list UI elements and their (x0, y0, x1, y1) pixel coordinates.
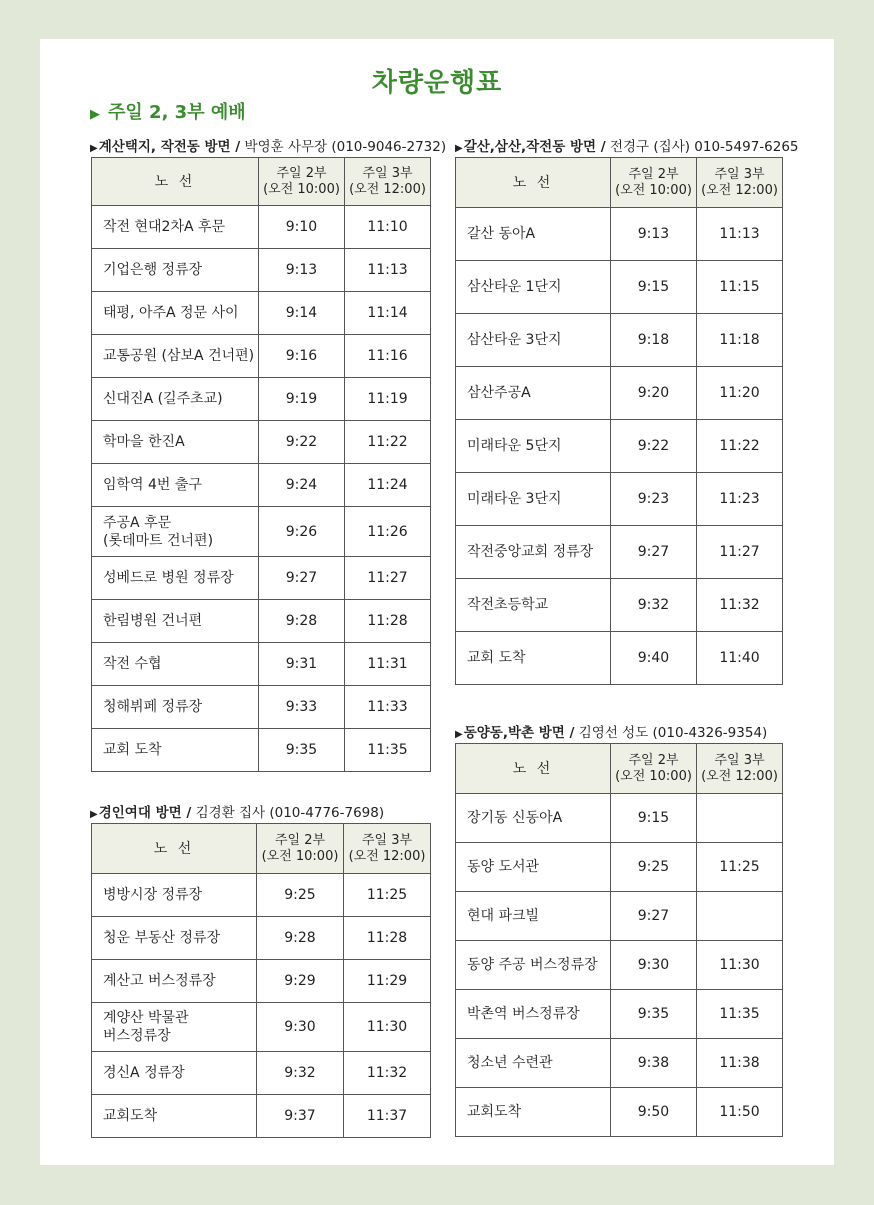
service-3-time: 11:32 (697, 579, 783, 632)
route-cell (92, 1052, 257, 1095)
service-2-time: 9:22 (259, 421, 345, 464)
section-header-galsan (455, 135, 799, 155)
table-row (456, 1088, 783, 1137)
service-3-time: 11:13 (345, 249, 431, 292)
route-name-line2: (롯데마트 건너편) (103, 532, 214, 549)
route-cell (92, 206, 259, 249)
service-3-time: 11:50 (697, 1088, 783, 1137)
service-2-time: 9:27 (259, 557, 345, 600)
service-3-time: 11:22 (697, 420, 783, 473)
schedule-table-gyeongin (91, 823, 431, 1138)
route-name: 성베드로 병원 정류장 (103, 570, 234, 586)
route-cell (92, 464, 259, 507)
route-name: 청해뷔페 정류장 (103, 699, 203, 715)
route-cell (456, 1039, 611, 1088)
section-header-gyesan (90, 135, 446, 155)
table-row (92, 729, 431, 772)
table-row (456, 208, 783, 261)
table-row (92, 686, 431, 729)
service-subtitle (90, 98, 246, 124)
route-name: 교통공원 (삼보A 건너편) (103, 348, 255, 364)
service-3-header (697, 158, 783, 208)
route-name: 교회도착 (467, 1104, 522, 1120)
service-3-time (697, 794, 783, 843)
route-name: 장기동 신동아A (467, 810, 563, 826)
service-2-time: 9:13 (259, 249, 345, 292)
table-row (92, 464, 431, 507)
route-cell (92, 557, 259, 600)
service-2-time: 9:32 (611, 579, 697, 632)
table-row (456, 261, 783, 314)
route-name: 청운 부동산 정류장 (103, 930, 221, 946)
route-name: 삼산주공A (467, 385, 531, 401)
schedule-table-gyesan (91, 157, 431, 772)
service-3-time: 11:32 (344, 1052, 431, 1095)
table-row (456, 892, 783, 941)
service-2-time: 9:26 (259, 507, 345, 557)
service-3-header (345, 158, 431, 206)
service-2-time: 9:15 (611, 794, 697, 843)
service-3-time: 11:14 (345, 292, 431, 335)
service-2-time: 9:50 (611, 1088, 697, 1137)
section-contact: 박영훈 사무장 (010-9046-2732) (244, 139, 447, 155)
service-2-header (611, 744, 697, 794)
service-3-time: 11:30 (344, 1003, 431, 1052)
table-row (92, 507, 431, 557)
service-2-time: 9:30 (257, 1003, 344, 1052)
table-row (92, 960, 431, 1003)
route-cell (456, 1088, 611, 1137)
table-row (456, 367, 783, 420)
table-row (92, 1052, 431, 1095)
header-row (92, 158, 431, 206)
header-line: 주일 2부 (276, 165, 327, 181)
service-2-time: 9:24 (259, 464, 345, 507)
table-row (456, 526, 783, 579)
route-name: 주공A 후문 (103, 514, 172, 531)
service-3-time: 11:30 (697, 941, 783, 990)
service-2-time: 9:27 (611, 526, 697, 579)
route-cell (92, 335, 259, 378)
service-2-header (259, 158, 345, 206)
route-cell (456, 473, 611, 526)
header-row (456, 158, 783, 208)
service-2-time: 9:27 (611, 892, 697, 941)
route-cell (92, 1095, 257, 1138)
service-2-time: 9:19 (259, 378, 345, 421)
header-line: 주일 3부 (714, 166, 765, 182)
service-3-time: 11:18 (697, 314, 783, 367)
service-3-time: 11:27 (697, 526, 783, 579)
service-2-time: 9:32 (257, 1052, 344, 1095)
service-3-time: 11:28 (344, 917, 431, 960)
service-2-time: 9:30 (611, 941, 697, 990)
service-2-time: 9:35 (611, 990, 697, 1039)
table-row (92, 643, 431, 686)
header-line: (오전 10:00) (615, 768, 692, 784)
route-name: 작전 현대2차A 후문 (103, 219, 226, 235)
route-name: 현대 파크빌 (467, 908, 540, 924)
service-2-header (257, 824, 344, 874)
table-row (92, 292, 431, 335)
service-3-time: 11:33 (345, 686, 431, 729)
table-row (456, 843, 783, 892)
service-3-time: 11:25 (344, 874, 431, 917)
route-cell (92, 249, 259, 292)
service-3-time: 11:25 (697, 843, 783, 892)
header-line: (오전 10:00) (263, 181, 340, 197)
table-row (456, 632, 783, 685)
route-cell (456, 261, 611, 314)
route-cell (92, 686, 259, 729)
route-cell (456, 579, 611, 632)
service-2-time: 9:37 (257, 1095, 344, 1138)
route-cell (456, 367, 611, 420)
route-cell (456, 794, 611, 843)
service-3-time: 11:35 (697, 990, 783, 1039)
route-header: 노 선 (92, 158, 259, 206)
service-3-time: 11:31 (345, 643, 431, 686)
header-line: (오전 12:00) (701, 768, 778, 784)
schedule-table-dongyang (455, 743, 783, 1137)
header-line: 주일 3부 (714, 752, 765, 768)
service-2-time: 9:29 (257, 960, 344, 1003)
route-cell (92, 874, 257, 917)
service-3-time: 11:15 (697, 261, 783, 314)
route-cell (92, 421, 259, 464)
section-area: 동양동,박촌 방면 / (463, 725, 575, 741)
route-cell (456, 843, 611, 892)
service-3-time: 11:38 (697, 1039, 783, 1088)
header-line: (오전 10:00) (615, 182, 692, 198)
service-3-time: 11:29 (344, 960, 431, 1003)
table-row (92, 600, 431, 643)
section-area: 계산택지, 작전동 방면 / (98, 139, 241, 155)
service-3-time: 11:23 (697, 473, 783, 526)
table-row (456, 314, 783, 367)
route-cell (456, 526, 611, 579)
service-3-time: 11:24 (345, 464, 431, 507)
route-cell (456, 632, 611, 685)
table-row (456, 579, 783, 632)
table-row (92, 206, 431, 249)
route-name: 교회 도착 (467, 650, 526, 666)
route-name: 작전초등학교 (467, 597, 549, 613)
service-2-time: 9:25 (611, 843, 697, 892)
service-3-time: 11:40 (697, 632, 783, 685)
service-3-time: 11:37 (344, 1095, 431, 1138)
route-name: 교회도착 (103, 1108, 158, 1124)
header-line: 주일 3부 (361, 832, 413, 848)
route-cell (92, 960, 257, 1003)
page-title: 차량운행표 (371, 68, 503, 98)
route-name: 작전 수협 (103, 656, 162, 672)
service-2-time: 9:14 (259, 292, 345, 335)
service-2-time: 9:16 (259, 335, 345, 378)
table-row (92, 378, 431, 421)
service-3-time: 11:26 (345, 507, 431, 557)
service-3-time: 11:27 (345, 557, 431, 600)
route-cell (92, 643, 259, 686)
table-row (92, 249, 431, 292)
service-3-time: 11:35 (345, 729, 431, 772)
route-cell (456, 990, 611, 1039)
table-row (92, 335, 431, 378)
route-cell (92, 917, 257, 960)
route-name: 학마을 한진A (103, 434, 185, 450)
header-line: (오전 12:00) (349, 181, 426, 197)
route-cell (456, 314, 611, 367)
table-row (456, 420, 783, 473)
route-header: 노 선 (456, 158, 611, 208)
route-name: 미래타운 3단지 (467, 491, 562, 507)
service-2-time: 9:33 (259, 686, 345, 729)
route-cell (92, 378, 259, 421)
table-row (456, 473, 783, 526)
service-2-time: 9:40 (611, 632, 697, 685)
route-name: 갈산 동아A (467, 226, 536, 242)
service-3-time: 11:22 (345, 421, 431, 464)
route-name: 삼산타운 3단지 (467, 332, 562, 348)
section-area: 갈산,삼산,작전동 방면 / (463, 139, 606, 155)
route-cell (456, 941, 611, 990)
header-line: (오전 10:00) (261, 848, 339, 864)
header-line: 주일 2부 (274, 832, 326, 848)
section-header-dongyang (455, 721, 767, 741)
service-2-time: 9:23 (611, 473, 697, 526)
service-3-header (697, 744, 783, 794)
route-name: 태평, 아주A 정문 사이 (103, 305, 239, 321)
route-name: 한림병원 건너편 (103, 613, 203, 629)
triangle-right-icon: ▶ (90, 143, 98, 154)
header-line: 주일 2부 (628, 166, 679, 182)
service-2-time: 9:28 (257, 917, 344, 960)
table-row (456, 1039, 783, 1088)
route-name-line2: 버스정류장 (103, 1028, 171, 1044)
route-name: 임학역 4번 출구 (103, 477, 202, 493)
route-name: 기업은행 정류장 (103, 262, 203, 278)
route-cell (92, 507, 259, 557)
service-2-time: 9:10 (259, 206, 345, 249)
route-name: 작전중앙교회 정류장 (467, 544, 594, 560)
route-name: 계양산 박물관 (103, 1010, 189, 1026)
service-2-time: 9:18 (611, 314, 697, 367)
section-contact: 전경구 (집사) 010-5497-6265 (609, 139, 799, 155)
table-row (92, 1003, 431, 1052)
service-3-time: 11:13 (697, 208, 783, 261)
section-area: 경인여대 방면 / (98, 805, 192, 821)
service-2-time: 9:22 (611, 420, 697, 473)
header-line: 주일 2부 (628, 752, 679, 768)
route-cell (92, 292, 259, 335)
route-name: 경신A 정류장 (103, 1065, 185, 1081)
triangle-right-icon: ▶ (90, 107, 100, 122)
table-row (456, 990, 783, 1039)
service-3-header (344, 824, 431, 874)
route-name: 삼산타운 1단지 (467, 279, 562, 295)
service-2-time: 9:25 (257, 874, 344, 917)
header-line: (오전 12:00) (701, 182, 778, 198)
route-cell (456, 420, 611, 473)
schedule-table-galsan (455, 157, 783, 685)
service-2-time: 9:35 (259, 729, 345, 772)
table-row (456, 941, 783, 990)
section-contact: 김경환 집사 (010-4776-7698) (195, 805, 385, 821)
service-3-time (697, 892, 783, 941)
table-row (456, 794, 783, 843)
route-name: 미래타운 5단지 (467, 438, 562, 454)
service-2-time: 9:28 (259, 600, 345, 643)
service-2-time: 9:20 (611, 367, 697, 420)
table-row (92, 917, 431, 960)
table-row (92, 874, 431, 917)
header-line: (오전 12:00) (348, 848, 426, 864)
triangle-right-icon: ▶ (455, 143, 463, 154)
route-cell (456, 892, 611, 941)
service-2-time: 9:31 (259, 643, 345, 686)
route-name: 교회 도착 (103, 742, 162, 758)
table-row (92, 1095, 431, 1138)
service-2-header (611, 158, 697, 208)
route-name: 박촌역 버스정류장 (467, 1006, 580, 1022)
route-name: 신대진A (길주초교) (103, 391, 223, 407)
section-header-gyeongin (90, 801, 384, 821)
header-row (92, 824, 431, 874)
route-header: 노 선 (456, 744, 611, 794)
table-row (92, 557, 431, 600)
route-cell (456, 208, 611, 261)
service-3-time: 11:19 (345, 378, 431, 421)
route-cell (92, 1003, 257, 1052)
route-cell (92, 600, 259, 643)
triangle-right-icon: ▶ (455, 729, 463, 740)
service-2-time: 9:38 (611, 1039, 697, 1088)
route-name: 청소년 수련관 (467, 1055, 553, 1071)
route-cell (92, 729, 259, 772)
service-3-time: 11:10 (345, 206, 431, 249)
table-row (92, 421, 431, 464)
service-3-time: 11:28 (345, 600, 431, 643)
service-2-time: 9:13 (611, 208, 697, 261)
route-name: 동양 도서관 (467, 859, 540, 875)
triangle-right-icon: ▶ (90, 809, 98, 820)
route-name: 동양 주공 버스정류장 (467, 957, 598, 973)
section-contact: 김영선 성도 (010-4326-9354) (578, 725, 768, 741)
header-line: 주일 3부 (362, 165, 413, 181)
service-3-time: 11:16 (345, 335, 431, 378)
header-row (456, 744, 783, 794)
route-name: 계산고 버스정류장 (103, 973, 216, 989)
subtitle-text: 주일 2, 3부 예배 (108, 102, 246, 123)
service-2-time: 9:15 (611, 261, 697, 314)
service-3-time: 11:20 (697, 367, 783, 420)
route-header: 노 선 (92, 824, 257, 874)
route-name: 병방시장 정류장 (103, 887, 203, 903)
